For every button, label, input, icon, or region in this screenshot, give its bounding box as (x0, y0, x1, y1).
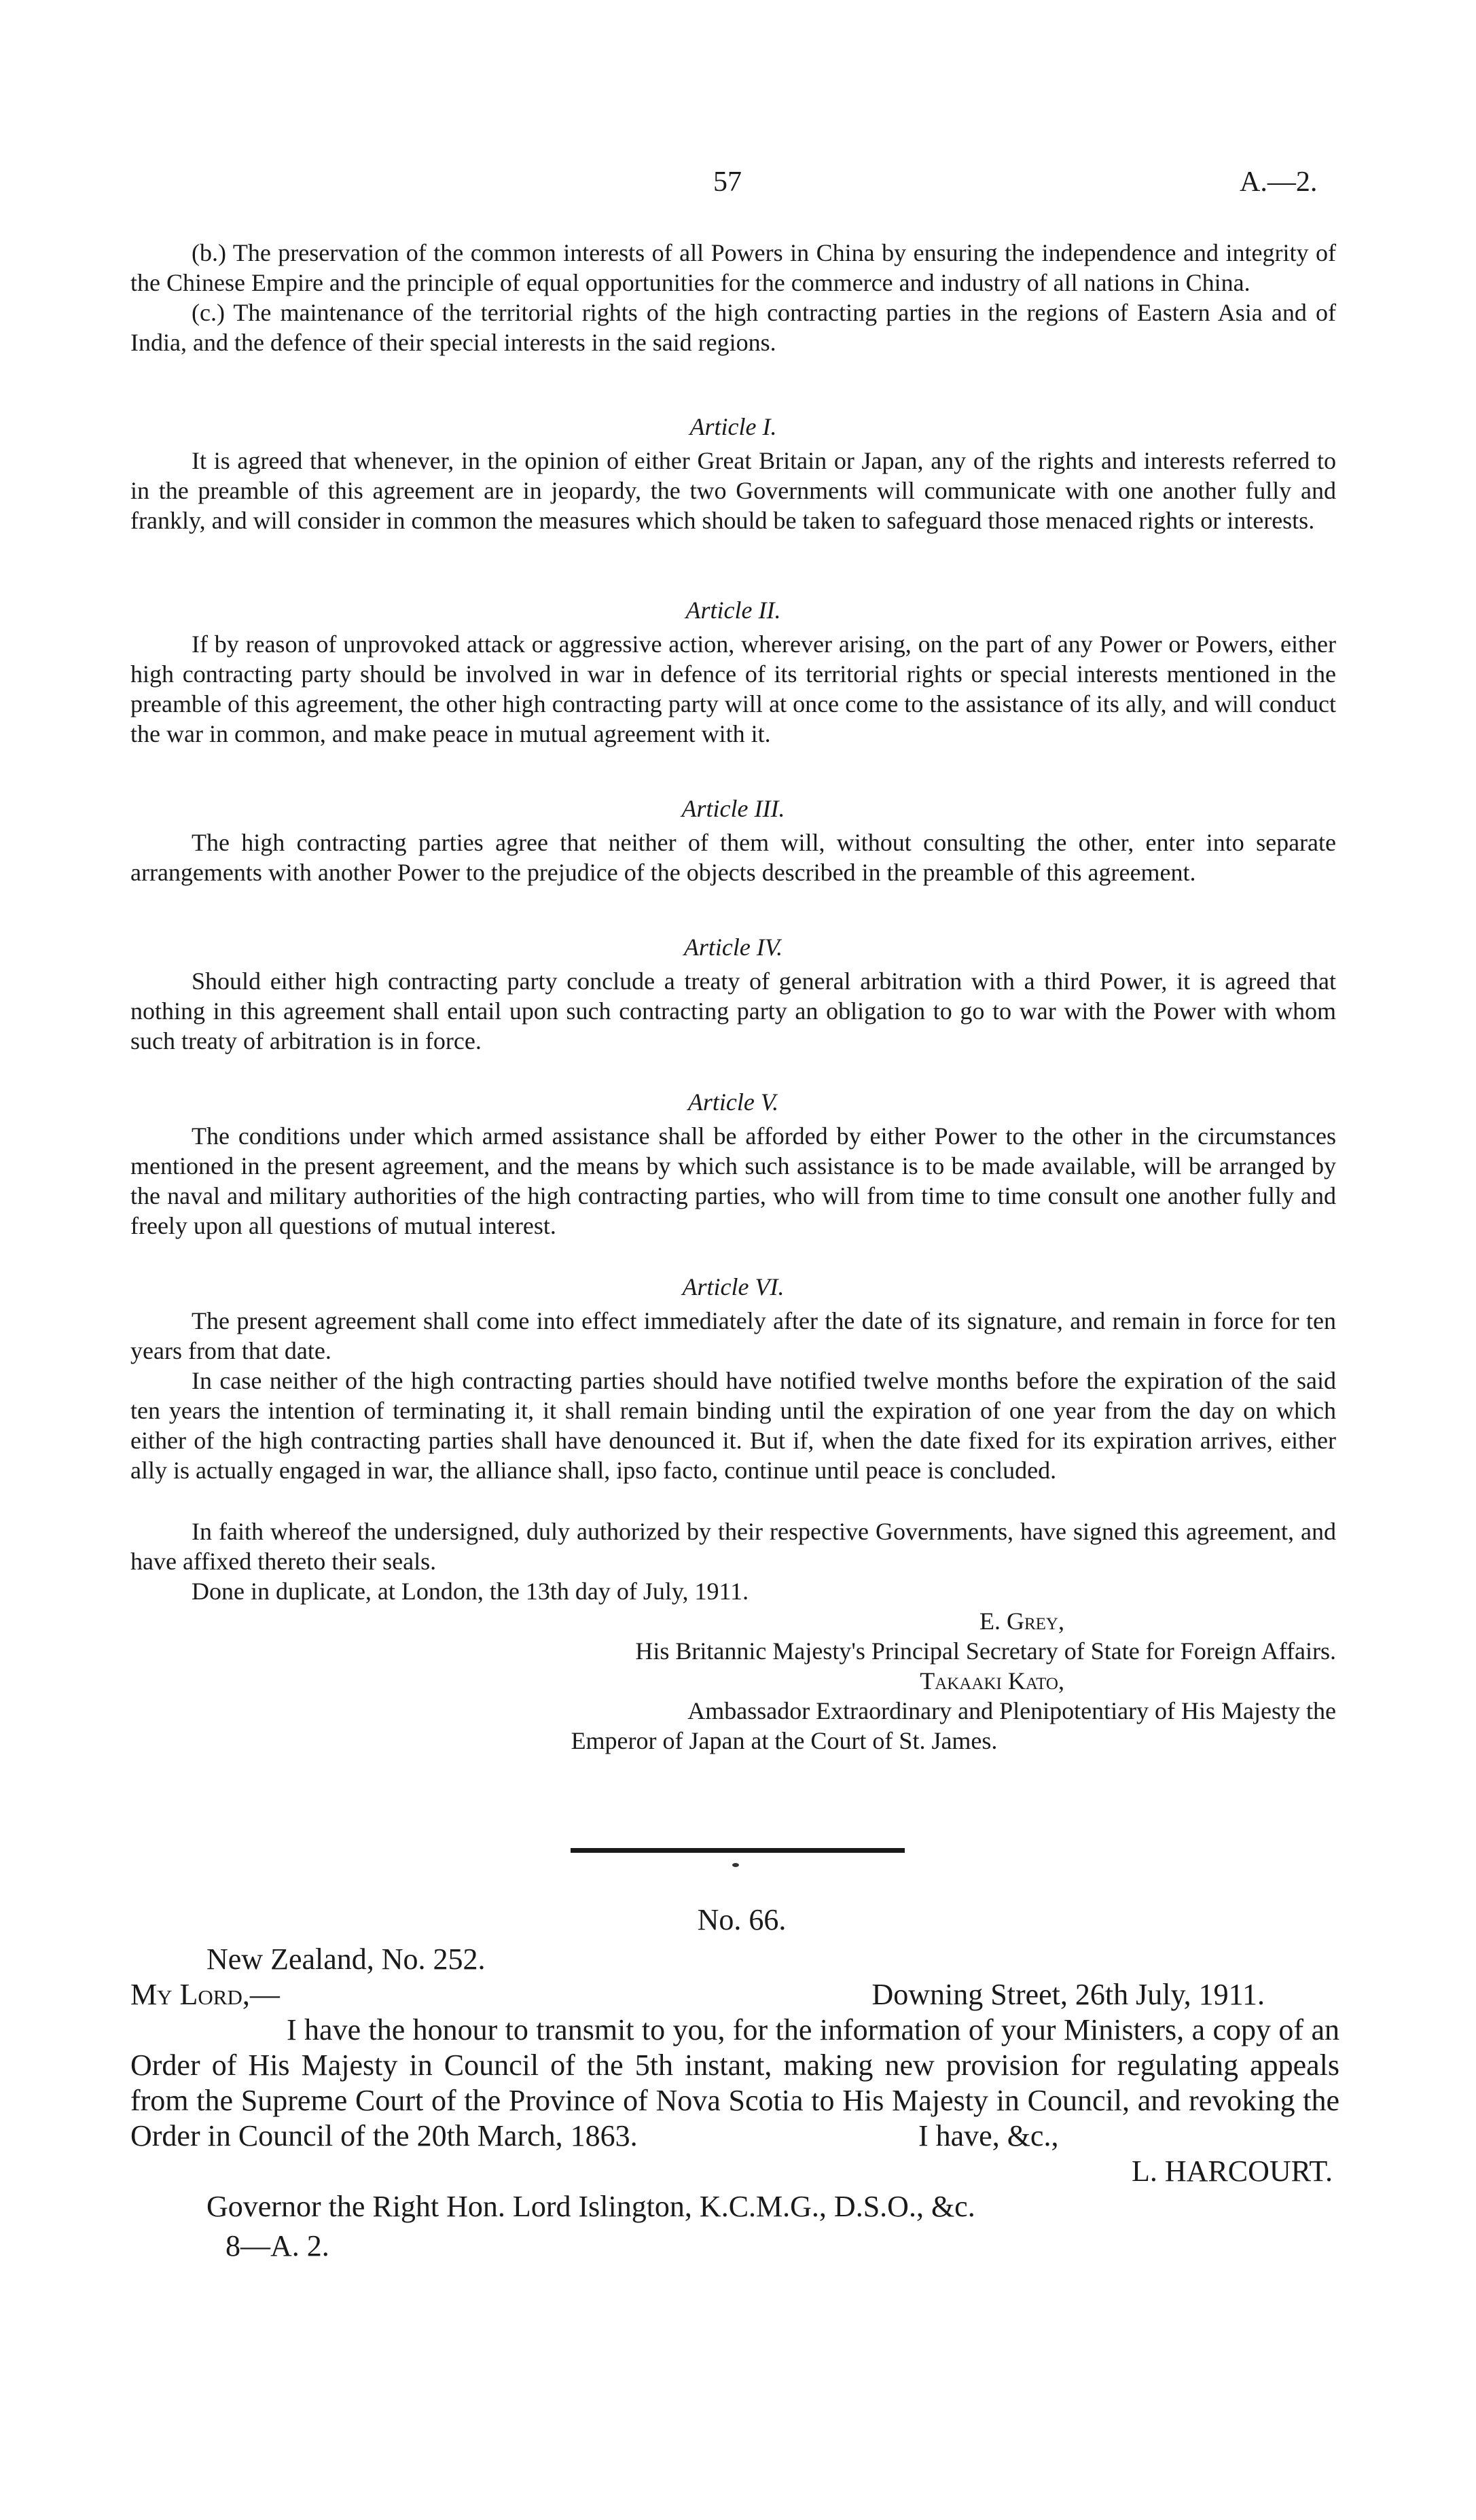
letter (130, 1902, 1353, 2264)
signatory-title: His Britannic Majesty's Principal Secretary of State for Foreign Affairs. (635, 1637, 1336, 1665)
article-2 (130, 595, 1336, 749)
place-date: Downing Street, 26th July, 1911. (871, 1978, 1265, 2011)
preamble-item-b: (b.) The preservation of the common interests of all Powers in China by ensuring the independence and integrity of the Chinese Empire and the principle of equal opportunities for the commerce and industry of all nations in China. (130, 239, 1336, 296)
footer-reference: 8—A. 2. (226, 2229, 329, 2262)
article-4 (130, 932, 1336, 1056)
article-heading: Article IV. (683, 934, 783, 961)
preamble (130, 238, 1336, 357)
article-paragraph: The present agreement shall come into effect immediately after the date of its signature, and remain in force for ten years from that date. (130, 1307, 1336, 1364)
article-paragraph: The high contracting parties agree that neither of them will, without consulting the other, enter into separate arrangements with another Power to the prejudice of the objects described in the preamble of this agreement. (130, 829, 1336, 886)
preamble-item-c: (c.) The maintenance of the territorial rights of the high contracting parties in the regions of Eastern Asia and of India, and the defence of their special interests in the said regions. (130, 299, 1336, 356)
divider-mark (732, 1863, 739, 1867)
page-number: 57 (713, 166, 742, 198)
article-1 (130, 412, 1336, 535)
signatory-title: Emperor of Japan at the Court of St. James. (571, 1727, 998, 1754)
article-paragraph: If by reason of unprovoked attack or aggressive action, wherever arising, on the part of any Power or Powers, either high contracting party should be involved in war in defence of its territorial rights or special interests mentioned in the preamble of this agreement, the other high contracting party will at once come to the assistance of its ally, and will conduct the war in common, and make peace in mutual agreement with it. (130, 631, 1336, 747)
article-paragraph: Should either high contracting party conclude a treaty of general arbitration with a third Power, it is agreed that nothing in this agreement shall entail upon such contracting party an obligation to go to war with the Power with whom such treaty of arbitration is in force. (130, 968, 1336, 1054)
article-heading: Article I. (689, 413, 777, 440)
valediction: I have, &c., (918, 2119, 1059, 2152)
letter-signer: L. HARCOURT. (1132, 2154, 1333, 2188)
faith-clause: In faith whereof the undersigned, duly authorized by their respective Governments, have signed this agreement, and have affixed thereto their seals. (130, 1518, 1336, 1575)
signatory-name: Takaaki Kato, (920, 1667, 1064, 1694)
article-3 (130, 794, 1336, 887)
signatories (130, 1606, 1336, 1756)
article-paragraph: In case neither of the high contracting parties should have notified twelve months before the expiration of the said ten years the intention of terminating it, it shall remain binding until the expiration of one year from the day on which either of the high contracting parties shall have denounced it. But if, when the date fixed for its expiration arrives, either ally is actually engaged in war, the alliance shall, ipso facto, continue until peace is concluded. (130, 1367, 1336, 1484)
article-6 (130, 1272, 1336, 1485)
article-heading: Article III. (681, 795, 785, 822)
salutation: My Lord,— (130, 1978, 280, 2011)
article-heading: Article VI. (682, 1273, 785, 1300)
signatory-name: E. Grey, (979, 1608, 1064, 1635)
letter-body: I have the honour to transmit to you, for the information of your Ministers, a copy of an Order of His Majesty in Council of the 5th instant, making new provision for regulating appeals from the Supreme Court of the Province of Nova Scotia to His Majesty in Council, and revoking the Order in Council of the 20th March, 1863. (130, 2013, 1339, 2152)
article-paragraph: It is agreed that whenever, in the opinion of either Great Britain or Japan, any of the rights and interests referred to in the preamble of this agreement are in jeopardy, the two Governments will communicate with one another fully and frankly, and will consider in common the measures which should be taken to safeguard those menaced rights or interests. (130, 447, 1336, 534)
letter-addressee: Governor the Right Hon. Lord Islington, K.C.M.G., D.S.O., &c. (206, 2190, 975, 2223)
section-divider (571, 1848, 905, 1853)
salutation-line (130, 1977, 1353, 2012)
article-heading: Article II. (685, 597, 781, 624)
document-reference: A.—2. (1240, 166, 1318, 198)
done-clause: Done in duplicate, at London, the 13th day of July, 1911. (192, 1578, 749, 1605)
letter-reference: New Zealand, No. 252. (206, 1942, 486, 1976)
signatory-title: Ambassador Extraordinary and Plenipotentiary of His Majesty the (687, 1697, 1336, 1724)
article-5 (130, 1087, 1336, 1241)
article-heading: Article V. (687, 1088, 779, 1116)
article-paragraph: The conditions under which armed assistance shall be afforded by either Power to the other in the circumstances mentioned in the present agreement, and the means by which such assistance is to be made available, will be arranged by the naval and military authorities of the high contracting parties, who will from time to time consult one another fully and freely upon all questions of mutual interest. (130, 1122, 1336, 1239)
closing (130, 1516, 1336, 1606)
letter-number: No. 66. (697, 1903, 787, 1936)
